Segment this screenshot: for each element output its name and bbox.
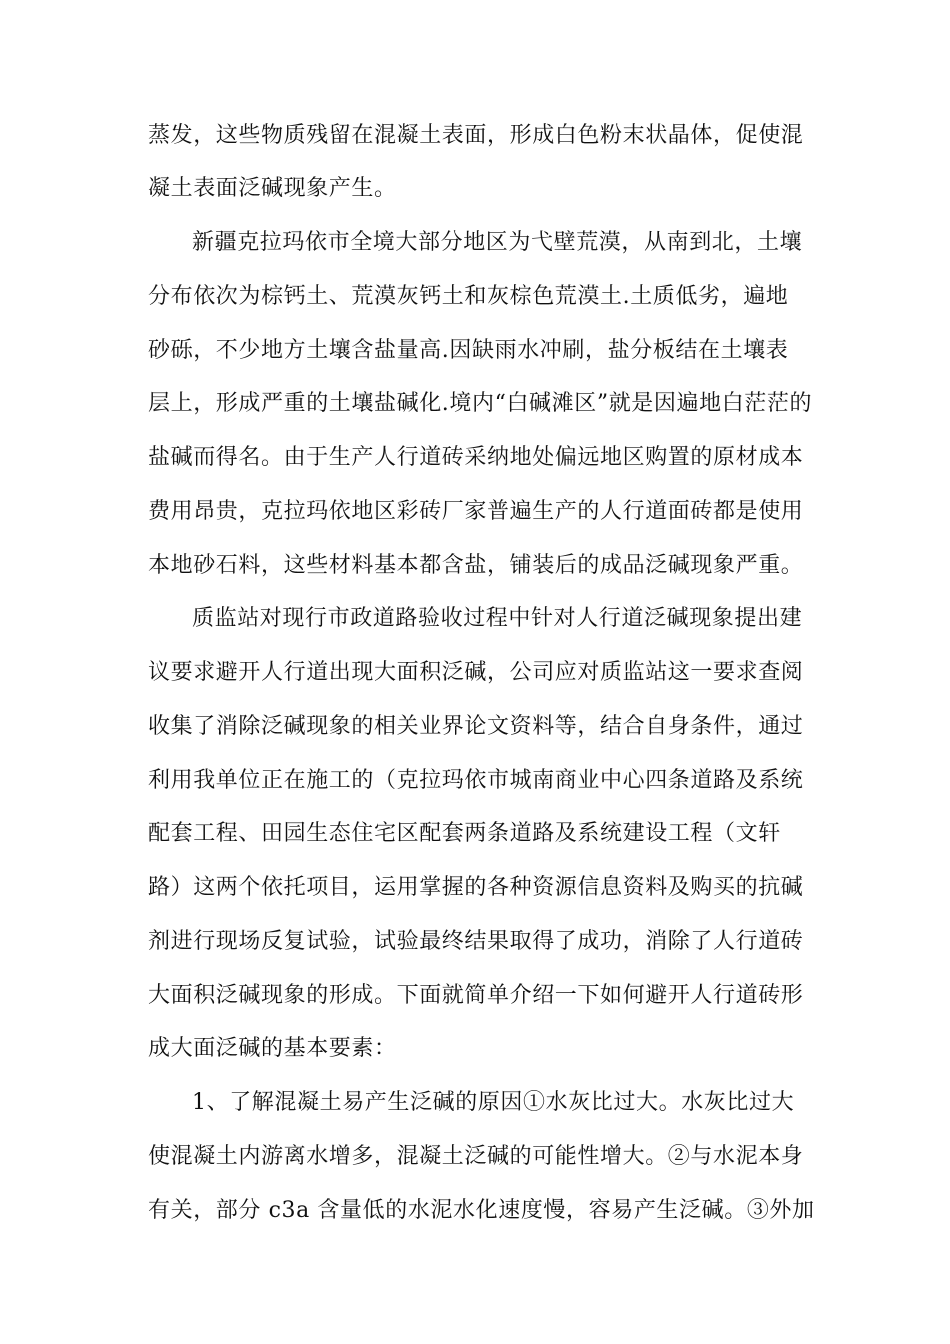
paragraph-line: 本地砂石料，这些材料基本都含盐，铺装后的成品泛碱现象严重。	[148, 553, 804, 578]
paragraph-line: 收集了消除泛碱现象的相关业界论文资料等，结合自身条件，通过	[148, 714, 804, 739]
paragraph-line: 大面积泛碱现象的形成。下面就简单介绍一下如何避开人行道砖形	[148, 983, 804, 1008]
paragraph-line: 议要求避开人行道出现大面积泛碱，公司应对质监站这一要求查阅	[148, 660, 804, 685]
paragraph-line: 分布依次为棕钙土、荒漠灰钙土和灰棕色荒漠土.土质低劣，遍地	[148, 284, 789, 309]
paragraph-line: 剂进行现场反复试验，试验最终结果取得了成功，消除了人行道砖	[148, 929, 804, 954]
paragraph-line: 1、了解混凝土易产生泛碱的原因①水灰比过大。水灰比过大	[192, 1090, 795, 1115]
paragraph-line: 使混凝土内游离水增多，混凝土泛碱的可能性增大。②与水泥本身	[148, 1144, 804, 1169]
paragraph-line: 盐碱而得名。由于生产人行道砖采纳地处偏远地区购置的原材成本	[148, 445, 804, 470]
paragraph-line: 配套工程、田园生态住宅区配套两条道路及系统建设工程（文轩	[148, 821, 781, 846]
paragraph-line: 利用我单位正在施工的（克拉玛依市城南商业中心四条道路及系统	[148, 768, 804, 793]
paragraph-line: 路）这两个依托项目，运用掌握的各种资源信息资料及购买的抗碱	[148, 875, 804, 900]
paragraph-line: 有关，部分 c3a 含量低的水泥水化速度慢，容易产生泛碱。③外加	[148, 1198, 815, 1223]
paragraph-line: 成大面泛碱的基本要素：	[148, 1036, 397, 1061]
paragraph-line: 蒸发，这些物质残留在混凝土表面，形成白色粉末状晶体，促使混	[148, 123, 804, 148]
paragraph-line: 层上，形成严重的土壤盐碱化.境内“白碱滩区”就是因遍地白茫茫的	[148, 391, 813, 416]
paragraph-line: 砂砾，不少地方土壤含盐量高.因缺雨水冲刷，盐分板结在土壤表	[148, 338, 789, 363]
paragraph-line: 费用昂贵，克拉玛依地区彩砖厂家普遍生产的人行道面砖都是使用	[148, 499, 804, 524]
paragraph-line: 凝土表面泛碱现象产生。	[148, 176, 397, 201]
paragraph-line: 质监站对现行市政道路验收过程中针对人行道泛碱现象提出建	[192, 606, 803, 631]
paragraph-line: 新疆克拉玛依市全境大部分地区为弋壁荒漠，从南到北，土壤	[192, 230, 803, 255]
